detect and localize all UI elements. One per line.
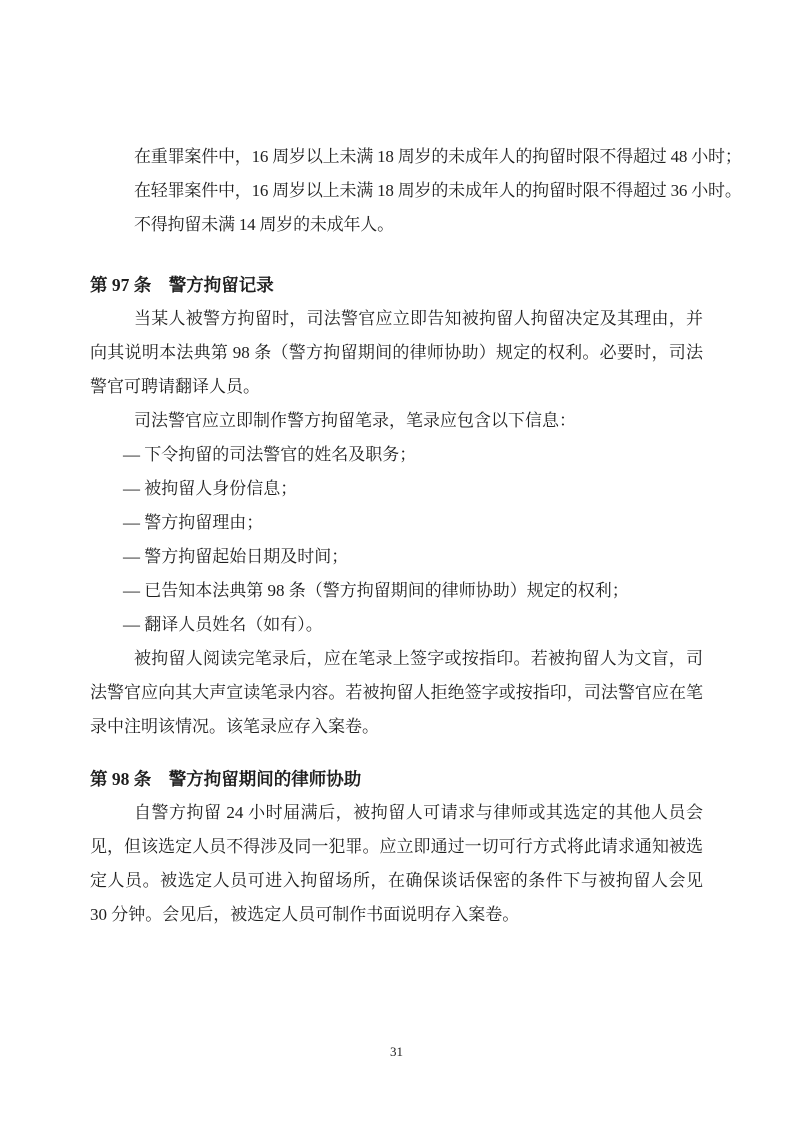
article-97-list-intro: 司法警官应立即制作警方拘留笔录，笔录应包含以下信息： xyxy=(134,411,576,430)
article-98-heading: 第 98 条 警方拘留期间的律师协助 xyxy=(90,769,362,789)
article-97-list-item: — 警方拘留理由； xyxy=(123,513,264,532)
article-97-paragraph-2: 被拘留人阅读完笔录后，应在笔录上签字或按指印。若被拘留人为文盲，司法警官应向其大声宣读笔录内容。若被拘留人拒绝签字或按指印，司法警官应在笔录中注明该情况。该笔录应存入案卷。 xyxy=(90,649,703,736)
intro-paragraph-line: 不得拘留未满 14 周岁的未成年人。 xyxy=(134,215,394,234)
article-97-list-item: — 下令拘留的司法警官的姓名及职务； xyxy=(123,445,417,464)
article-97-list-item: — 翻译人员姓名（如有）。 xyxy=(123,615,323,634)
article-97-paragraph-1: 当某人被警方拘留时，司法警官应立即告知被拘留人拘留决定及其理由，并向其说明本法典第 98 条（警方拘留期间的律师协助）规定的权利。必要时，司法警官可聘请翻译人员。 xyxy=(90,309,703,396)
article-97-heading: 第 97 条 警方拘留记录 xyxy=(90,275,274,295)
article-97-list-item: — 警方拘留起始日期及时间； xyxy=(123,547,349,566)
article-98-paragraph-1: 自警方拘留 24 小时届满后，被拘留人可请求与律师或其选定的其他人员会见，但该选定人员不得涉及同一犯罪。应立即通过一切可行方式将此请求通知被选定人员。被选定人员可进入拘留场所，在确保谈话保密的条件下与被拘留人会见 30 分钟。会见后，被选定人员可制作书面说明存入案卷。 xyxy=(90,803,703,924)
page-number: 31 xyxy=(390,1044,403,1059)
article-97-list-item: — 被拘留人身份信息； xyxy=(123,479,298,498)
intro-paragraph-line: 在重罪案件中，16 周岁以上未满 18 周岁的未成年人的拘留时限不得超过 48 小时； xyxy=(134,147,742,166)
article-97-list-item: — 已告知本法典第 98 条（警方拘留期间的律师协助）规定的权利； xyxy=(123,581,629,600)
intro-paragraph-line: 在轻罪案件中，16 周岁以上未满 18 周岁的未成年人的拘留时限不得超过 36 小时。 xyxy=(134,181,742,200)
